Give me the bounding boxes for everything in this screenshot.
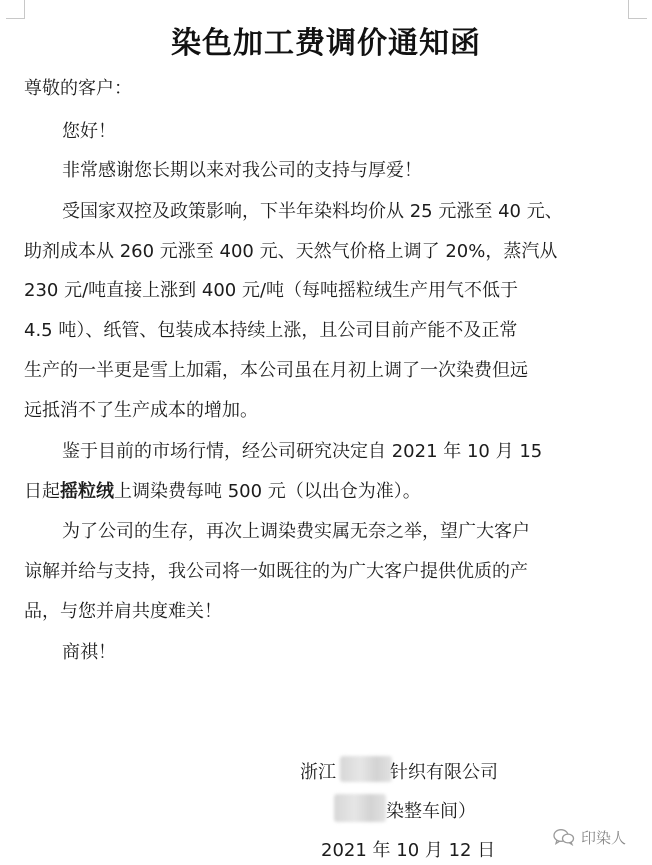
appeal-line: 品，与您并肩共度难关！ — [24, 601, 222, 622]
decision-text-end: 上调染费每吨 500 元（以出仓为准）。 — [114, 481, 421, 502]
wechat-bubble-icon — [553, 828, 575, 846]
crop-mark-top-left — [6, 0, 25, 19]
watermark — [553, 822, 626, 852]
decision-line: 鉴于目前的市场行情，经公司研究决定自 2021 年 10 月 15 — [62, 441, 543, 462]
document-title: 染色加工费调价通知函 — [171, 26, 481, 61]
appeal-line: 谅解并给与支持，我公司将一如既往的为广大客户提供优质的产 — [24, 561, 528, 582]
decision-line — [24, 477, 421, 503]
thanks-paragraph: 非常感谢您长期以来对我公司的支持与厚爱！ — [62, 160, 422, 181]
reason-line: 受国家双控及政策影响，下半年染料均价从 25 元涨至 40 元、 — [62, 201, 563, 222]
reason-line: 助剂成本从 260 元涨至 400 元、天然气价格上调了 20%，蒸汽从 — [24, 241, 558, 262]
reason-line: 230 元/吨直接上涨到 400 元/吨（每吨摇粒绒生产用气不低于 — [24, 280, 519, 301]
redacted-company-name — [340, 756, 392, 782]
redacted-department-name — [334, 794, 386, 822]
reason-line: 4.5 吨）、纸管、包装成本持续上涨，且公司目前产能不及正常 — [24, 320, 518, 341]
crop-mark-top-right — [628, 0, 647, 19]
closing: 商祺！ — [62, 642, 116, 663]
salutation: 您好！ — [62, 121, 116, 142]
watermark-label: 印染人 — [581, 828, 627, 847]
reason-line: 远抵消不了生产成本的增加。 — [24, 400, 258, 421]
signature-department: 染整车间） — [386, 801, 476, 822]
decision-product-bold: 摇粒绒 — [60, 481, 114, 502]
reason-line: 生产的一半更是雪上加霜，本公司虽在月初上调了一次染费但远 — [24, 360, 528, 381]
signature-company-suffix: 针织有限公司 — [390, 762, 498, 783]
greeting: 尊敬的客户： — [24, 78, 132, 99]
appeal-line: 为了公司的生存，再次上调染费实属无奈之举，望广大客户 — [62, 521, 530, 542]
signature-company-prefix: 浙江 — [300, 762, 336, 783]
decision-text-start: 日起 — [24, 481, 60, 502]
signature-date: 2021 年 10 月 12 日 — [321, 840, 496, 861]
